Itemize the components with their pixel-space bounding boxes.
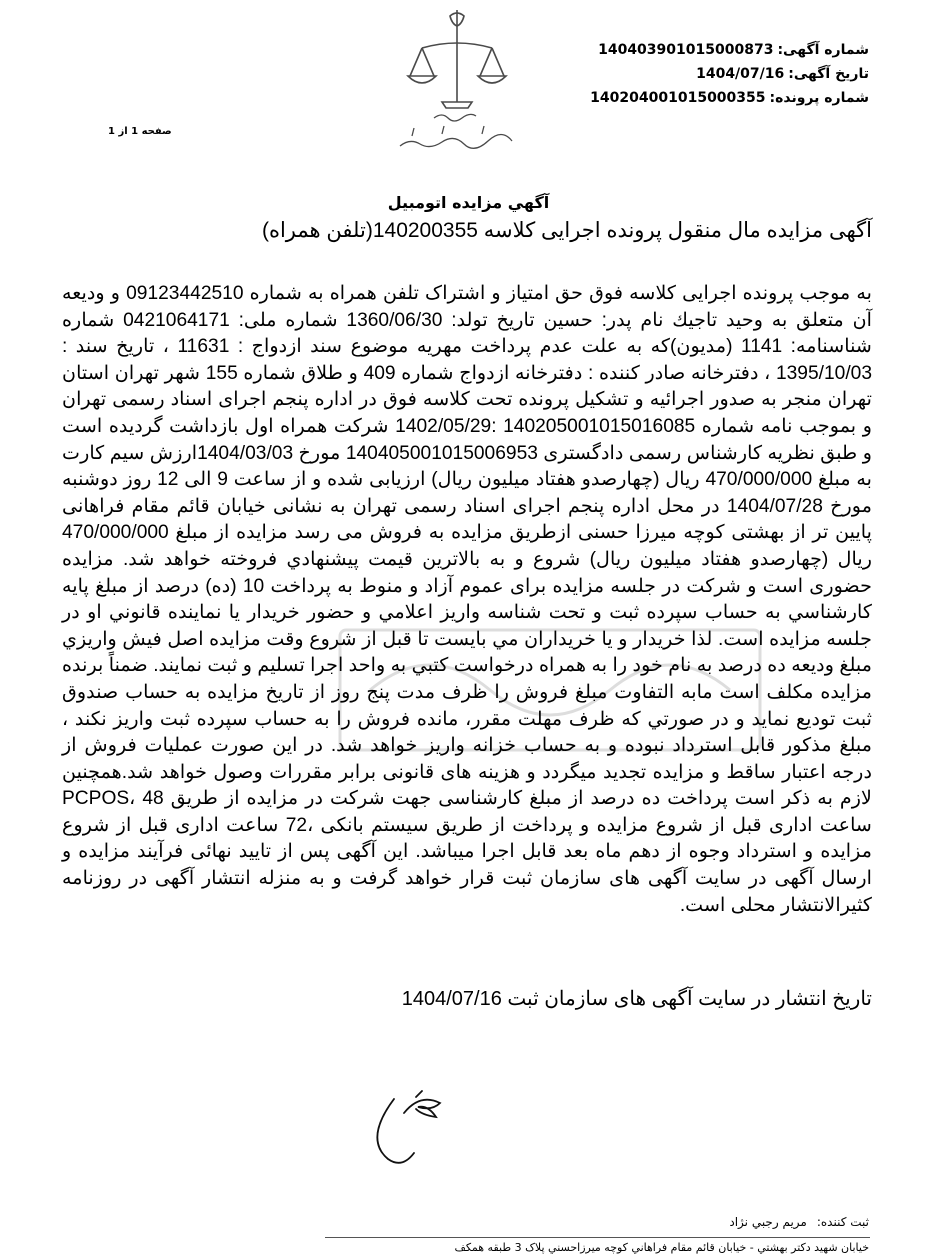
judiciary-scales-emblem-icon xyxy=(382,6,532,156)
registrar-label: ثبت کننده: xyxy=(816,1215,869,1229)
notice-body: به موجب پرونده اجرایی کلاسه فوق حق امتیاز و اشتراک تلفن همراه به شماره 09123442510 و ودیعه آن متعلق به وحيد تاجيك نام پدر: حسین تاریخ تولد: 1360/06/30 شماره ملی: 0421064171 شماره شناسنامه: 1141 (مدیون)که به علت عدم پرداخت مهریه موضوع سند ازدواج : 11631 ، تاریخ سند : 1395/10/03 ، دفترخانه صادر کننده : دفترخانه ازدواج شماره 409 و طلاق شماره 155 شهر تهران استان تهران منجر به صدور اجرائیه و تشکیل پرونده تحت کلاسه فوق در اداره پنجم اجرای اسناد رسمی تهران و بموجب نامه شماره 140205001015016085 :1402/05/29 شرکت همراه اول بازداشت گردیده است و طبق نظریه کارشناس رسمی دادگستری 140405001015006953 مورخ 1404/03/03ارزش سیم کارت به مبلغ 470/000/000 ریال (چهارصدو هفتاد میلیون ریال) ارزیابی شده و از ساعت 9 الی 12 روز دوشنبه مورخ 1404/07/28 در محل اداره پنجم اجرای اسناد رسمی تهران به نشانی خیابان قائم مقام فراهانی پایین تر از بهشتی کوچه میرزا حسنی ازطریق مزایده به فروش می رسد مزایده از مبلغ 470/000/000 ریال (چهارصدو هفتاد میلیون ریال) شروع و به بالاترین قیمت پیشنهادي فروخته خواهد شد. مزایده حضوری است و شرکت در جلسه مزایده برای عموم آزاد و منوط به پرداخت 10 (ده) درصد از مبلغ پایه کارشناسي به حساب سپرده ثبت و تحت شناسه واریز اعلامي و حضور خريدار يا نماينده قانوني او در جلسه مزايده است. لذا خريدار و يا خريداران مي بايست تا قبل از شروع وقت مزايده اصل فيش واريزي مبلغ وديعه ده درصد به نام خود را به همراه درخواست کتبي به واحد اجرا تسليم و ثبت نمايند. ضمناً برنده مزایده مکلف است مابه التفاوت مبلغ فروش را ظرف مدت پنج روز از تاریخ مزایده به حساب صندوق ثبت توديع نمايد و در صورتي که ظرف مهلت مقرر، مانده فروش را به حساب سپرده ثبت واريز نکند ، مبلغ مذکور قابل استرداد نبوده و به حساب خزانه واریز خواهد شد. در این صورت عملیات فروش از درجه اعتبار ساقط و مزایده تجدید میگردد و هزینه های قانونی برابر مقررات وصول خواهد شد.همچنین لازم به ذکر است پرداخت ده درصد از مبلغ کارشناسی جهت شرکت در مزایده از طریق PCPOS، 48 ساعت اداری قبل از شروع مزایده و پرداخت از طریق سیستم بانکی ،72 ساعت اداری قبل از شروع مزایده و استرداد وجوه از دهم ماه بعد قابل اجرا میباشد. این آگهی پس از تایید نهائی فرآیند مزایده و ارسال آگهی در سایت آگهی های سازمان ثبت قرار خواهد گرفت و به منزله انتشار آگهی در روزنامه کثیرالانتشار محلی است. xyxy=(62,283,873,916)
notice-number-label: شماره آگهی: xyxy=(777,42,869,58)
notice-number-row xyxy=(586,38,869,62)
notice-date: 1404/07/16 xyxy=(696,66,785,82)
publication-date: تاریخ انتشار در سایت آگهی های سازمان ثبت 1404/07/16 xyxy=(401,988,872,1010)
notice-date-row xyxy=(586,62,869,86)
notice-title: آگهي مزايده اتومبيل xyxy=(387,193,550,212)
registrar-name: مريم رجبي نژاد xyxy=(729,1215,807,1229)
page-number: صفحه 1 از 1 xyxy=(108,126,172,137)
notice-date-label: تاریخ آگهی: xyxy=(788,66,869,82)
notice-metadata xyxy=(586,38,869,110)
file-number: 140204001015000355 xyxy=(590,90,766,106)
registrar-line xyxy=(719,1215,869,1229)
footer-divider xyxy=(325,1237,870,1238)
handwritten-signature-icon xyxy=(346,1047,464,1177)
file-number-row xyxy=(586,86,869,110)
office-address: خيابان شهيد دکتر بهشتي - خيابان قائم مقام فراهاني کوچه ميرزاحسني پلاک 3 طبقه همکف xyxy=(454,1241,869,1254)
notice-number: 140403901015000873 xyxy=(598,42,774,58)
file-number-label: شماره پرونده: xyxy=(769,90,869,106)
notice-subtitle: آگهی مزایده مال منقول پرونده اجرایی کلاسه 140200355(تلفن همراه) xyxy=(261,219,872,242)
